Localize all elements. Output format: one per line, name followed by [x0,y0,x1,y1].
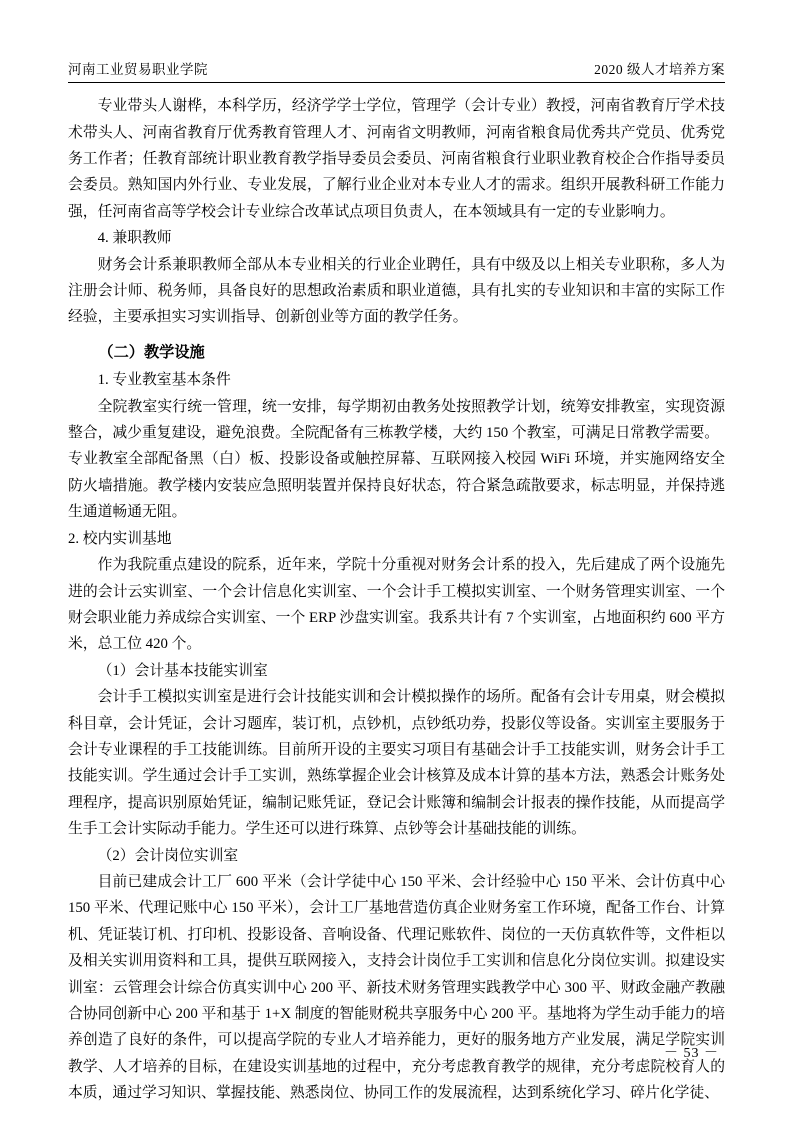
page-content [68,62,725,1102]
header-divider [68,82,725,83]
paragraph-basic-skills-lab: 会计手工模拟实训室是进行会计技能实训和会计模拟操作的场所。配备有会计专用桌，财会模拟科目章，会计凭证，会计习题库，装订机，点钞机，点钞纸功券，投影仪等设备。实训室主要服务于会计专业课程的手工技能训练。目前所开设的主要实习项目有基础会计手工技能实训，财务会计手工技能实训。学生通过会计手工实训，熟练掌握企业会计核算及成本计算的基本方法，熟悉会计账务处理程序，提高识别原始凭证，编制记账凭证，登记会计账簿和编制会计报表的操作技能，从而提高学生手工会计实际动手能力。学生还可以进行珠算、点钞等会计基础技能的训练。 [68,689,725,838]
document-body [68,93,725,1106]
header-document-title: 2020 级人才培养方案 [594,62,725,77]
paragraph-program-leader: 专业带头人谢桦，本科学历，经济学学士学位，管理学（会计专业）教授，河南省教育厅学术技术带头人、河南省教育厅优秀教育管理人才、河南省文明教师，河南省粮食局优秀共产党员、优秀党务工作者；任教育部统计职业教育教学指导委员会委员、河南省粮食行业职业教育校企合作指导委员会委员。熟知国内外行业、专业发展，了解行业企业对本专业人才的需求。组织开展教科研工作能力强，任河南省高等学校会计专业综合改革试点项目负责人，在本领域具有一定的专业影响力。 [68,98,725,220]
heading-classroom-conditions: 1. 专业教室基本条件 [97,372,231,389]
paragraph-classroom-management: 全院教室实行统一管理，统一安排，每学期初由教务处按照教学计划，统筹安排教室，实现资源整合，减少重复建设，避免浪费。全院配备有三栋教学楼，大约 150 个教室，可满足日常教学需要。 [68,398,725,442]
heading-basic-skills-lab: （1）会计基本技能实训室 [97,662,268,679]
heading-part-time-teachers: 4. 兼职教师 [97,230,172,247]
page-footer [68,1042,725,1062]
paragraph-training-base-overview: 作为我院重点建设的院系，近年来，学院十分重视对财务会计系的投入，先后建成了两个设施先进的会计云实训室、一个会计信息化实训室、一个会计手工模拟实训室、一个财务管理实训室、一个财会职业能力养成综合实训室、一个 ERP 沙盘实训室。我系共计有 7 个实训室，占地面积约 600 平方米，总工位 420 个。 [68,557,725,653]
paragraph-classroom-equipment: 专业教室全部配备黑（白）板、投影设备或触控屏幕、互联网接入校园 WiFi 环境，并实施网络安全防火墙措施。教学楼内安装应急照明装置并保持良好状态，符合紧急疏散要求，标志明显，并保持逃生通道畅通无阻。 [68,451,725,521]
heading-on-campus-training-base: 2. 校内实训基地 [68,530,172,547]
page-number: － 53 － [664,1046,719,1061]
heading-teaching-facilities: （二）教学设施 [98,343,205,361]
paragraph-part-time-teachers: 财务会计系兼职教师全部从本专业相关的行业企业聘任，具有中级及以上相关专业职称，多人为注册会计师、税务师，具备良好的思想政治素质和职业道德，具有扎实的专业知识和丰富的实际工作经验，主要承担实习实训指导、创新创业等方面的教学任务。 [68,256,725,326]
heading-position-lab: （2）会计岗位实训室 [97,847,239,864]
paragraph-position-lab: 目前已建成会计工厂 600 平米（会计学徒中心 150 平米、会计经验中心 150 平米、会计仿真中心 150 平米、代理记账中心 150 平米），会计工厂基地营造仿真企业财务室工作环境，配备工作台、计算机、凭证装订机、打印机、投影设备、音响设备、代理记账软件、岗位的一天仿真软件等，文件柜以及相关实训用资料和工具，提供互联网接入，支持会计岗位手工实训和信息化分岗位实训。拟建设实训室：云管理会计综合仿真实训中心 200 平、新技术财务管理实践教学中心 300 平、财政金融产教融合协同创新中心 200 平和基于 1+X 制度的智能财税共享服务中心 200 平。基地将为学生动手能力的培养创造了良好的条件，可以提高学院的专业人才培养能力，更好的服务地方产业发展，满足学院实训教学、人才培养的目标，在建设实训基地的过程中，充分考虑教育教学的规律，充分考虑院校育人的本质，通过学习知识、掌握技能、熟悉岗位、协同工作的发展流程，达到系统化学习、碎片化学徒、 [68,873,725,1102]
page-header [68,62,725,82]
header-institution: 河南工业贸易职业学院 [68,62,208,77]
